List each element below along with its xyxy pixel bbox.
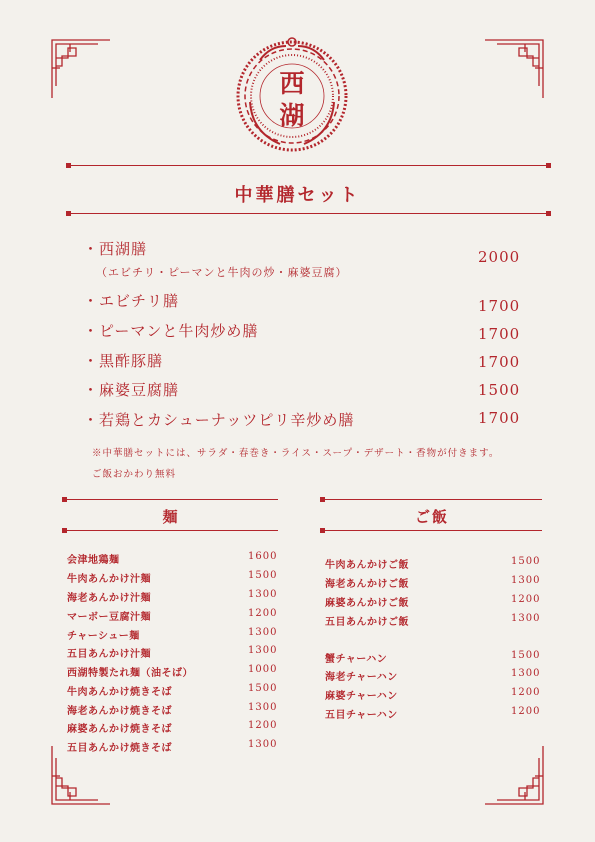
set-item-price: 1500 [478,381,521,399]
set-top-rule-dot-left [66,163,71,168]
set-menu-title: 中華膳セット [234,185,361,206]
set-item-name: ・麻婆豆腐膳 [83,381,180,399]
rice-item-price: 1200 [511,687,541,698]
noodle-item-name: 五目あんかけ汁麺 [67,649,151,660]
set-bottom-rule-dot-right [546,211,551,216]
noodle-item-price: 1300 [248,627,278,638]
noodles-top-rule [64,499,278,500]
corner-ornament-bottom-left [50,746,110,806]
set-item-price: 1700 [478,325,521,343]
set-item-name: ・エビチリ膳 [83,292,180,310]
rice-bottom-rule [322,530,542,531]
rice-top-rule-dot [320,497,325,502]
set-item-price: 1700 [478,297,521,315]
set-menu-note-refill: ご飯おかわり無料 [92,469,177,480]
noodle-item-price: 1200 [248,608,278,619]
noodle-item-price: 1500 [248,570,278,581]
seal-char-1: 西 [279,69,305,98]
rice-item-price: 1500 [511,556,541,567]
noodle-item-price: 1000 [248,664,278,675]
rice-item-name: 海老チャーハン [325,672,398,683]
set-item-price: 1700 [478,409,521,427]
rice-item-name: 海老あんかけご飯 [325,579,409,590]
set-item-price: 2000 [478,248,521,266]
noodle-item-name: 会津地鶏麺 [67,555,120,566]
noodles-top-rule-dot [62,497,67,502]
corner-ornament-bottom-right [485,746,545,806]
rice-item-name: 牛肉あんかけご飯 [325,560,409,571]
set-item-subtitle: （エビチリ・ピーマンと牛肉の炒・麻婆豆腐） [96,266,348,279]
set-item-name: ・若鶏とカシューナッツピリ辛炒め膳 [83,411,355,429]
rice-title: ご飯 [414,508,449,526]
noodle-item-price: 1600 [248,551,278,562]
restaurant-seal-logo [230,32,354,156]
noodles-bottom-rule [64,530,278,531]
corner-ornament-top-right [485,38,545,98]
corner-ornament-top-left [50,38,110,98]
noodle-item-name: 麻婆あんかけ焼きそば [67,724,172,735]
set-bottom-rule-dot-left [66,211,71,216]
noodle-item-name: 西湖特製たれ麺（油そば） [67,668,193,679]
rice-item-price: 1500 [511,650,541,661]
rice-item-price: 1300 [511,575,541,586]
rice-item-name: 五目あんかけご飯 [325,617,409,628]
noodle-item-price: 1300 [248,645,278,656]
noodles-title: 麺 [162,508,180,526]
set-bottom-rule [70,213,548,214]
rice-item-price: 1200 [511,706,541,717]
noodle-item-price: 1300 [248,589,278,600]
noodle-item-name: 海老あんかけ焼きそば [67,706,172,717]
rice-item-name: 五目チャーハン [325,710,398,721]
seal-char-2: 湖 [279,101,305,130]
rice-item-name: 麻婆あんかけご飯 [325,598,409,609]
noodle-item-name: マーボー豆腐汁麺 [67,612,151,623]
noodle-item-name: チャーシュー麺 [67,631,140,642]
rice-item-price: 1300 [511,613,541,624]
noodle-item-price: 1500 [248,683,278,694]
set-item-name: ・西湖膳 [83,240,148,258]
rice-item-price: 1200 [511,594,541,605]
set-menu-note: ※中華膳セットには、サラダ・春巻き・ライス・スープ・デザート・香物が付きます。 [92,448,500,459]
rice-top-rule [322,499,542,500]
noodle-item-price: 1300 [248,739,278,750]
noodle-item-name: 五目あんかけ焼きそば [67,743,172,754]
set-item-name: ・黒酢豚膳 [83,352,164,370]
rice-item-price: 1300 [511,668,541,679]
rice-item-name: 麻婆チャーハン [325,691,398,702]
rice-item-name: 蟹チャーハン [325,654,388,665]
set-item-name: ・ピーマンと牛肉炒め膳 [83,322,259,340]
rice-bottom-rule-dot [320,528,325,533]
set-top-rule-dot-right [546,163,551,168]
noodle-item-name: 牛肉あんかけ汁麺 [67,574,151,585]
noodle-item-price: 1200 [248,720,278,731]
noodle-item-price: 1300 [248,702,278,713]
noodle-item-name: 海老あんかけ汁麺 [67,593,151,604]
noodle-item-name: 牛肉あんかけ焼きそば [67,687,172,698]
noodles-bottom-rule-dot [62,528,67,533]
set-top-rule [70,165,548,166]
set-item-price: 1700 [478,353,521,371]
